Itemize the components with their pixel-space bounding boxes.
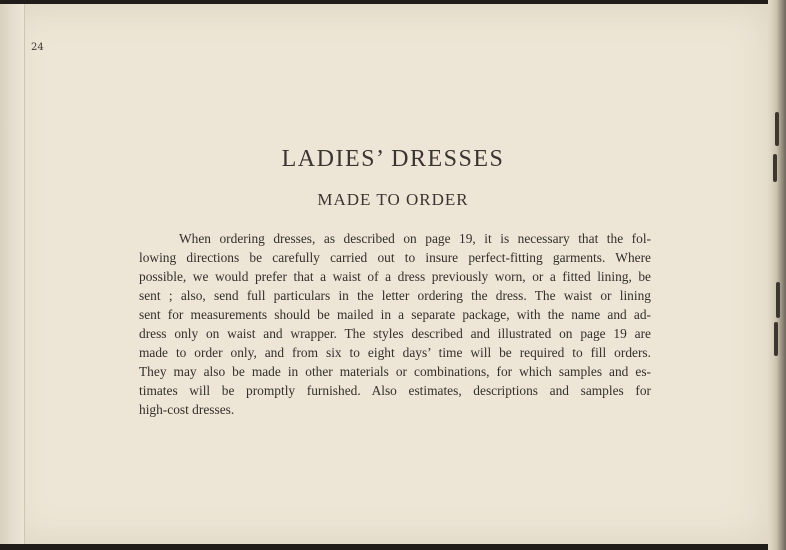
- body-line: made to order only, and from six to eight days’ time will be required to fill orders.: [139, 345, 651, 360]
- binding-thread-mark: [776, 282, 780, 318]
- binding-thread-mark: [775, 112, 779, 146]
- page-subtitle: MADE TO ORDER: [317, 190, 469, 209]
- body-line: sent ; also, send full particulars in the letter ordering the dress. The waist or lining: [139, 288, 651, 303]
- body-line: timates will be promptly furnished. Also estimates, descriptions and samples for: [139, 383, 651, 398]
- body-line: possible, we would prefer that a waist of a dress previously worn, or a fitted lining, be: [139, 269, 651, 284]
- body-paragraph: [139, 229, 651, 419]
- right-page-edge: [768, 0, 786, 550]
- binding-thread-mark: [774, 322, 778, 356]
- body-line: high-cost dresses.: [139, 402, 235, 417]
- body-line: dress only on waist and wrapper. The styles described and illustrated on page 19 are: [139, 326, 651, 341]
- left-page-edge: [0, 4, 25, 544]
- body-line: lowing directions be carefully carried out to insure perfect-fitting garments. Where: [139, 250, 651, 265]
- page-title: LADIES’ DRESSES: [281, 146, 505, 172]
- page-number: 24: [31, 42, 44, 53]
- body-line: sent for measurements should be mailed in a separate package, with the name and ad-: [139, 307, 651, 322]
- body-line: They may also be made in other materials or combinations, for which samples and es-: [139, 364, 651, 379]
- body-line: When ordering dresses, as described on page 19, it is necessary that the fol-: [179, 231, 651, 246]
